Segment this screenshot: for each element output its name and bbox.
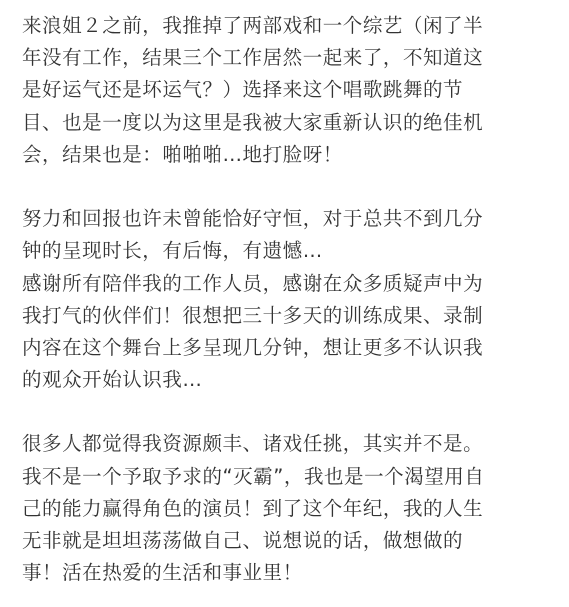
- text-line: 无非就是坦坦荡荡做自己、说想说的话，做想做的: [22, 529, 464, 552]
- text-line: 我不是一个予取予求的“灭霸”，我也是一个渴望用自: [22, 464, 485, 488]
- text-line: 努力和回报也许未曾能恰好守恒，对于总共不到几分: [22, 207, 484, 231]
- text-line: 很多人都觉得我资源颇丰、诸戏任挑，其实并不是。: [22, 432, 484, 456]
- text-line: 目、也是一度以为这里是我被大家重新认识的绝佳机: [22, 110, 484, 134]
- text-line: 来浪姐２之前，我推掉了两部戏和一个综艺（闲了半: [22, 14, 484, 37]
- text-line: 我打气的伙伴们！很想把三十多天的训练成果、录制: [22, 303, 484, 327]
- text-line: 己的能力赢得角色的演员！到了这个年纪，我的人生: [22, 496, 484, 520]
- post-body: [22, 10, 552, 589]
- paragraph-3: [22, 428, 552, 589]
- text-line: 会，结果也是：啪啪啪…地打脸呀！: [22, 142, 343, 166]
- text-line: 感谢所有陪伴我的工作人员，感谢在众多质疑声中为: [22, 271, 484, 295]
- paragraph-gap: [22, 171, 552, 203]
- text-line: 是好运气还是坏运气？）选择来这个唱歌跳舞的节: [22, 78, 464, 102]
- paragraph-gap: [22, 396, 552, 428]
- paragraph-2: [22, 203, 552, 396]
- text-line: 内容在这个舞台上多呈现几分钟，想让更多不认识我: [22, 335, 484, 359]
- text-line: 年没有工作，结果三个工作居然一起来了，不知道这: [22, 46, 484, 70]
- paragraph-1: [22, 10, 552, 171]
- text-line: 钟的呈现时长，有后悔，有遗憾…: [22, 239, 323, 263]
- text-line: 事！活在热爱的生活和事业里！: [22, 561, 303, 585]
- text-line: 的观众开始认识我…: [22, 368, 203, 392]
